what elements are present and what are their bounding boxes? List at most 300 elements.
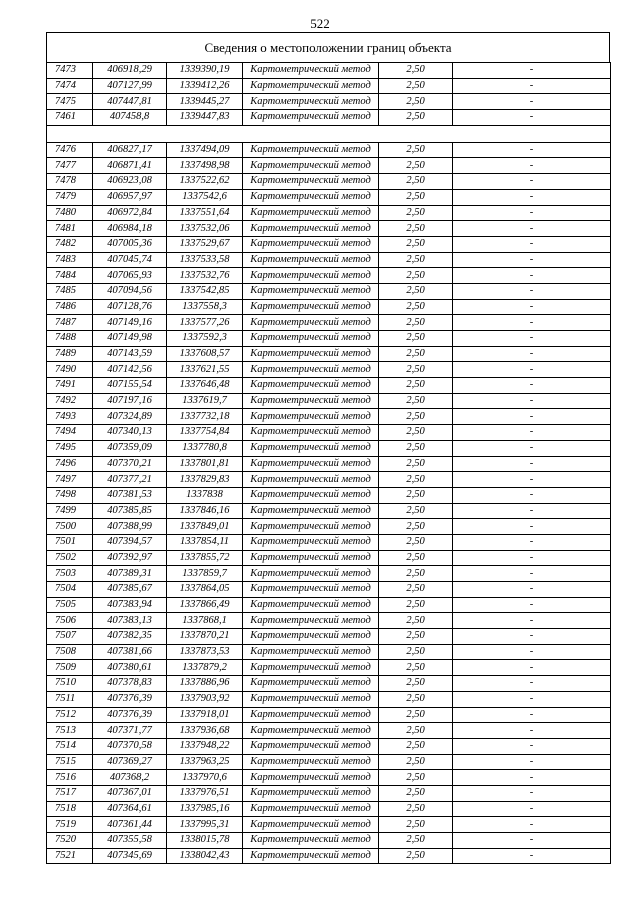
cell-description: - bbox=[453, 158, 611, 174]
cell-method: Картометрический метод bbox=[243, 189, 379, 205]
cell-description: - bbox=[453, 519, 611, 535]
cell-description: - bbox=[453, 629, 611, 645]
table-row bbox=[47, 503, 611, 519]
cell-precision: 2,50 bbox=[379, 252, 453, 268]
cell-coord-x: 407368,2 bbox=[93, 770, 167, 786]
cell-method: Картометрический метод bbox=[243, 236, 379, 252]
cell-precision: 2,50 bbox=[379, 110, 453, 126]
cell-method: Картометрический метод bbox=[243, 597, 379, 613]
cell-point-number: 7494 bbox=[47, 425, 93, 441]
cell-coord-x: 407149,98 bbox=[93, 331, 167, 347]
cell-precision: 2,50 bbox=[379, 691, 453, 707]
cell-description: - bbox=[453, 644, 611, 660]
cell-precision: 2,50 bbox=[379, 425, 453, 441]
cell-description: - bbox=[453, 582, 611, 598]
cell-point-number: 7480 bbox=[47, 205, 93, 221]
cell-method: Картометрический метод bbox=[243, 110, 379, 126]
cell-description: - bbox=[453, 409, 611, 425]
cell-description: - bbox=[453, 456, 611, 472]
table-row bbox=[47, 644, 611, 660]
cell-coord-y: 1337608,57 bbox=[167, 346, 243, 362]
table-row bbox=[47, 817, 611, 833]
cell-point-number: 7506 bbox=[47, 613, 93, 629]
cell-coord-y: 1337976,51 bbox=[167, 785, 243, 801]
cell-description: - bbox=[453, 597, 611, 613]
cell-point-number: 7474 bbox=[47, 78, 93, 94]
cell-coord-x: 407094,56 bbox=[93, 283, 167, 299]
cell-precision: 2,50 bbox=[379, 534, 453, 550]
cell-description: - bbox=[453, 691, 611, 707]
cell-point-number: 7483 bbox=[47, 252, 93, 268]
cell-method: Картометрический метод bbox=[243, 158, 379, 174]
cell-coord-x: 407143,59 bbox=[93, 346, 167, 362]
cell-description: - bbox=[453, 283, 611, 299]
cell-point-number: 7521 bbox=[47, 848, 93, 864]
table-row bbox=[47, 550, 611, 566]
cell-description: - bbox=[453, 785, 611, 801]
cell-coord-x: 407324,89 bbox=[93, 409, 167, 425]
cell-point-number: 7514 bbox=[47, 738, 93, 754]
cell-coord-x: 407149,16 bbox=[93, 315, 167, 331]
cell-point-number: 7495 bbox=[47, 440, 93, 456]
table-row bbox=[47, 456, 611, 472]
cell-method: Картометрический метод bbox=[243, 707, 379, 723]
cell-coord-y: 1337532,06 bbox=[167, 221, 243, 237]
cell-coord-y: 1337542,85 bbox=[167, 283, 243, 299]
table-row bbox=[47, 691, 611, 707]
cell-coord-y: 1339412,26 bbox=[167, 78, 243, 94]
group-separator-row bbox=[47, 125, 611, 142]
cell-precision: 2,50 bbox=[379, 487, 453, 503]
cell-coord-y: 1337963,25 bbox=[167, 754, 243, 770]
cell-description: - bbox=[453, 676, 611, 692]
cell-point-number: 7520 bbox=[47, 833, 93, 849]
cell-description: - bbox=[453, 268, 611, 284]
table-row bbox=[47, 252, 611, 268]
cell-coord-x: 407458,8 bbox=[93, 110, 167, 126]
cell-method: Картометрический метод bbox=[243, 660, 379, 676]
cell-coord-y: 1337970,6 bbox=[167, 770, 243, 786]
cell-coord-y: 1337829,83 bbox=[167, 472, 243, 488]
table-row bbox=[47, 78, 611, 94]
cell-description: - bbox=[453, 707, 611, 723]
cell-coord-y: 1337903,92 bbox=[167, 691, 243, 707]
cell-coord-y: 1338042,43 bbox=[167, 848, 243, 864]
cell-coord-x: 407364,61 bbox=[93, 801, 167, 817]
cell-coord-x: 407377,21 bbox=[93, 472, 167, 488]
cell-description: - bbox=[453, 613, 611, 629]
cell-coord-y: 1337846,16 bbox=[167, 503, 243, 519]
cell-coord-x: 407388,99 bbox=[93, 519, 167, 535]
cell-point-number: 7501 bbox=[47, 534, 93, 550]
cell-point-number: 7517 bbox=[47, 785, 93, 801]
cell-point-number: 7461 bbox=[47, 110, 93, 126]
table-row bbox=[47, 487, 611, 503]
cell-coord-y: 1337558,3 bbox=[167, 299, 243, 315]
cell-description: - bbox=[453, 110, 611, 126]
cell-precision: 2,50 bbox=[379, 629, 453, 645]
cell-precision: 2,50 bbox=[379, 801, 453, 817]
cell-precision: 2,50 bbox=[379, 346, 453, 362]
cell-coord-x: 407371,77 bbox=[93, 723, 167, 739]
cell-coord-x: 406871,41 bbox=[93, 158, 167, 174]
cell-coord-y: 1337879,2 bbox=[167, 660, 243, 676]
boundary-table-sheet bbox=[46, 32, 610, 864]
cell-method: Картометрический метод bbox=[243, 550, 379, 566]
cell-coord-y: 1337522,62 bbox=[167, 174, 243, 190]
table-row bbox=[47, 754, 611, 770]
cell-method: Картометрический метод bbox=[243, 205, 379, 221]
cell-coord-y: 1337918,01 bbox=[167, 707, 243, 723]
cell-coord-y: 1339390,19 bbox=[167, 63, 243, 79]
cell-point-number: 7497 bbox=[47, 472, 93, 488]
cell-coord-y: 1337870,21 bbox=[167, 629, 243, 645]
table-row bbox=[47, 440, 611, 456]
cell-point-number: 7513 bbox=[47, 723, 93, 739]
table-row bbox=[47, 676, 611, 692]
cell-point-number: 7502 bbox=[47, 550, 93, 566]
cell-coord-y: 1337551,64 bbox=[167, 205, 243, 221]
cell-coord-y: 1337577,26 bbox=[167, 315, 243, 331]
cell-precision: 2,50 bbox=[379, 566, 453, 582]
cell-precision: 2,50 bbox=[379, 158, 453, 174]
table-row bbox=[47, 566, 611, 582]
table-row bbox=[47, 331, 611, 347]
cell-point-number: 7511 bbox=[47, 691, 93, 707]
table-row bbox=[47, 770, 611, 786]
cell-point-number: 7485 bbox=[47, 283, 93, 299]
cell-coord-y: 1337646,48 bbox=[167, 378, 243, 394]
cell-coord-y: 1337838 bbox=[167, 487, 243, 503]
cell-coord-y: 1337621,55 bbox=[167, 362, 243, 378]
cell-precision: 2,50 bbox=[379, 754, 453, 770]
cell-coord-x: 407128,76 bbox=[93, 299, 167, 315]
cell-coord-y: 1337732,18 bbox=[167, 409, 243, 425]
cell-coord-y: 1337780,8 bbox=[167, 440, 243, 456]
cell-coord-x: 407340,13 bbox=[93, 425, 167, 441]
cell-coord-y: 1337532,76 bbox=[167, 268, 243, 284]
cell-description: - bbox=[453, 205, 611, 221]
cell-method: Картометрический метод bbox=[243, 456, 379, 472]
cell-coord-x: 407370,21 bbox=[93, 456, 167, 472]
page-number: 522 bbox=[310, 16, 330, 31]
cell-description: - bbox=[453, 63, 611, 79]
cell-method: Картометрический метод bbox=[243, 566, 379, 582]
cell-description: - bbox=[453, 817, 611, 833]
cell-point-number: 7481 bbox=[47, 221, 93, 237]
cell-coord-x: 406918,29 bbox=[93, 63, 167, 79]
cell-coord-y: 1337619,7 bbox=[167, 393, 243, 409]
cell-point-number: 7473 bbox=[47, 63, 93, 79]
cell-method: Картометрический метод bbox=[243, 331, 379, 347]
cell-coord-x: 406827,17 bbox=[93, 142, 167, 158]
table-row bbox=[47, 189, 611, 205]
cell-coord-y: 1337854,11 bbox=[167, 534, 243, 550]
cell-point-number: 7489 bbox=[47, 346, 93, 362]
cell-point-number: 7486 bbox=[47, 299, 93, 315]
cell-coord-y: 1337985,16 bbox=[167, 801, 243, 817]
cell-coord-x: 407447,81 bbox=[93, 94, 167, 110]
cell-method: Картометрический метод bbox=[243, 299, 379, 315]
table-row bbox=[47, 393, 611, 409]
cell-precision: 2,50 bbox=[379, 550, 453, 566]
cell-method: Картометрический метод bbox=[243, 425, 379, 441]
cell-point-number: 7518 bbox=[47, 801, 93, 817]
cell-coord-x: 406957,97 bbox=[93, 189, 167, 205]
cell-description: - bbox=[453, 315, 611, 331]
cell-coord-x: 407394,57 bbox=[93, 534, 167, 550]
cell-method: Картометрический метод bbox=[243, 801, 379, 817]
cell-coord-y: 1338015,78 bbox=[167, 833, 243, 849]
cell-method: Картометрический метод bbox=[243, 94, 379, 110]
cell-method: Картометрический метод bbox=[243, 487, 379, 503]
table-row bbox=[47, 425, 611, 441]
cell-coord-x: 407367,01 bbox=[93, 785, 167, 801]
cell-method: Картометрический метод bbox=[243, 78, 379, 94]
cell-method: Картометрический метод bbox=[243, 738, 379, 754]
cell-precision: 2,50 bbox=[379, 283, 453, 299]
cell-coord-x: 407383,13 bbox=[93, 613, 167, 629]
table-row bbox=[47, 660, 611, 676]
cell-coord-y: 1337592,3 bbox=[167, 331, 243, 347]
cell-method: Картометрический метод bbox=[243, 221, 379, 237]
table-row bbox=[47, 801, 611, 817]
cell-precision: 2,50 bbox=[379, 644, 453, 660]
cell-description: - bbox=[453, 142, 611, 158]
table-row bbox=[47, 629, 611, 645]
cell-description: - bbox=[453, 848, 611, 864]
cell-description: - bbox=[453, 331, 611, 347]
cell-coord-x: 407376,39 bbox=[93, 707, 167, 723]
table-row bbox=[47, 785, 611, 801]
cell-precision: 2,50 bbox=[379, 503, 453, 519]
cell-coord-y: 1337948,22 bbox=[167, 738, 243, 754]
cell-method: Картометрический метод bbox=[243, 63, 379, 79]
cell-description: - bbox=[453, 754, 611, 770]
cell-precision: 2,50 bbox=[379, 393, 453, 409]
cell-coord-y: 1337849,01 bbox=[167, 519, 243, 535]
table-row bbox=[47, 582, 611, 598]
cell-precision: 2,50 bbox=[379, 597, 453, 613]
cell-coord-x: 407045,74 bbox=[93, 252, 167, 268]
table-row bbox=[47, 613, 611, 629]
cell-point-number: 7478 bbox=[47, 174, 93, 190]
cell-precision: 2,50 bbox=[379, 519, 453, 535]
cell-method: Картометрический метод bbox=[243, 691, 379, 707]
cell-point-number: 7476 bbox=[47, 142, 93, 158]
table-row bbox=[47, 362, 611, 378]
cell-precision: 2,50 bbox=[379, 205, 453, 221]
cell-precision: 2,50 bbox=[379, 142, 453, 158]
cell-point-number: 7475 bbox=[47, 94, 93, 110]
cell-method: Картометрический метод bbox=[243, 362, 379, 378]
cell-precision: 2,50 bbox=[379, 833, 453, 849]
table-row bbox=[47, 848, 611, 864]
table-row bbox=[47, 472, 611, 488]
cell-description: - bbox=[453, 393, 611, 409]
table-row bbox=[47, 738, 611, 754]
cell-point-number: 7515 bbox=[47, 754, 93, 770]
cell-method: Картометрический метод bbox=[243, 252, 379, 268]
cell-description: - bbox=[453, 801, 611, 817]
cell-coord-y: 1337754,84 bbox=[167, 425, 243, 441]
table-row bbox=[47, 268, 611, 284]
cell-method: Картометрический метод bbox=[243, 785, 379, 801]
cell-point-number: 7519 bbox=[47, 817, 93, 833]
cell-description: - bbox=[453, 534, 611, 550]
table-row bbox=[47, 236, 611, 252]
cell-point-number: 7488 bbox=[47, 331, 93, 347]
cell-precision: 2,50 bbox=[379, 189, 453, 205]
cell-coord-y: 1337873,53 bbox=[167, 644, 243, 660]
cell-coord-y: 1337886,96 bbox=[167, 676, 243, 692]
cell-precision: 2,50 bbox=[379, 94, 453, 110]
cell-precision: 2,50 bbox=[379, 221, 453, 237]
cell-method: Картометрический метод bbox=[243, 833, 379, 849]
cell-coord-y: 1339447,83 bbox=[167, 110, 243, 126]
cell-description: - bbox=[453, 833, 611, 849]
cell-point-number: 7482 bbox=[47, 236, 93, 252]
cell-coord-x: 407378,83 bbox=[93, 676, 167, 692]
cell-coord-y: 1337866,49 bbox=[167, 597, 243, 613]
cell-point-number: 7491 bbox=[47, 378, 93, 394]
cell-precision: 2,50 bbox=[379, 409, 453, 425]
table-row bbox=[47, 283, 611, 299]
cell-description: - bbox=[453, 189, 611, 205]
cell-precision: 2,50 bbox=[379, 315, 453, 331]
cell-coord-y: 1337494,09 bbox=[167, 142, 243, 158]
cell-precision: 2,50 bbox=[379, 707, 453, 723]
cell-description: - bbox=[453, 362, 611, 378]
cell-method: Картометрический метод bbox=[243, 503, 379, 519]
cell-description: - bbox=[453, 174, 611, 190]
cell-coord-x: 407389,31 bbox=[93, 566, 167, 582]
cell-coord-x: 407385,67 bbox=[93, 582, 167, 598]
cell-point-number: 7487 bbox=[47, 315, 93, 331]
cell-method: Картометрический метод bbox=[243, 268, 379, 284]
cell-precision: 2,50 bbox=[379, 362, 453, 378]
cell-method: Картометрический метод bbox=[243, 770, 379, 786]
cell-coord-y: 1337801,81 bbox=[167, 456, 243, 472]
cell-description: - bbox=[453, 770, 611, 786]
cell-description: - bbox=[453, 472, 611, 488]
cell-coord-x: 407380,61 bbox=[93, 660, 167, 676]
cell-description: - bbox=[453, 566, 611, 582]
table-row bbox=[47, 833, 611, 849]
cell-method: Картометрический метод bbox=[243, 519, 379, 535]
cell-coord-x: 407127,99 bbox=[93, 78, 167, 94]
cell-point-number: 7516 bbox=[47, 770, 93, 786]
cell-coord-y: 1337529,67 bbox=[167, 236, 243, 252]
table-row bbox=[47, 519, 611, 535]
cell-precision: 2,50 bbox=[379, 582, 453, 598]
table-row bbox=[47, 63, 611, 79]
cell-description: - bbox=[453, 252, 611, 268]
cell-precision: 2,50 bbox=[379, 848, 453, 864]
cell-description: - bbox=[453, 378, 611, 394]
cell-precision: 2,50 bbox=[379, 770, 453, 786]
cell-method: Картометрический метод bbox=[243, 472, 379, 488]
cell-method: Картометрический метод bbox=[243, 440, 379, 456]
cell-method: Картометрический метод bbox=[243, 142, 379, 158]
group-separator-cell bbox=[47, 125, 611, 142]
cell-description: - bbox=[453, 660, 611, 676]
cell-precision: 2,50 bbox=[379, 174, 453, 190]
cell-coord-x: 407382,35 bbox=[93, 629, 167, 645]
cell-point-number: 7490 bbox=[47, 362, 93, 378]
cell-description: - bbox=[453, 487, 611, 503]
cell-method: Картометрический метод bbox=[243, 283, 379, 299]
cell-method: Картометрический метод bbox=[243, 346, 379, 362]
table-row bbox=[47, 174, 611, 190]
cell-method: Картометрический метод bbox=[243, 754, 379, 770]
coordinates-table bbox=[46, 62, 611, 864]
cell-coord-y: 1337868,1 bbox=[167, 613, 243, 629]
cell-description: - bbox=[453, 299, 611, 315]
cell-coord-x: 407376,39 bbox=[93, 691, 167, 707]
cell-coord-y: 1337498,98 bbox=[167, 158, 243, 174]
cell-precision: 2,50 bbox=[379, 613, 453, 629]
cell-point-number: 7507 bbox=[47, 629, 93, 645]
cell-coord-y: 1337995,31 bbox=[167, 817, 243, 833]
cell-description: - bbox=[453, 346, 611, 362]
cell-precision: 2,50 bbox=[379, 378, 453, 394]
cell-point-number: 7479 bbox=[47, 189, 93, 205]
cell-precision: 2,50 bbox=[379, 63, 453, 79]
cell-precision: 2,50 bbox=[379, 236, 453, 252]
cell-description: - bbox=[453, 94, 611, 110]
cell-coord-x: 406923,08 bbox=[93, 174, 167, 190]
table-row bbox=[47, 142, 611, 158]
cell-coord-x: 407383,94 bbox=[93, 597, 167, 613]
cell-description: - bbox=[453, 425, 611, 441]
cell-point-number: 7510 bbox=[47, 676, 93, 692]
cell-precision: 2,50 bbox=[379, 331, 453, 347]
cell-point-number: 7496 bbox=[47, 456, 93, 472]
cell-method: Картометрический метод bbox=[243, 676, 379, 692]
cell-point-number: 7499 bbox=[47, 503, 93, 519]
cell-coord-x: 407355,58 bbox=[93, 833, 167, 849]
table-row bbox=[47, 378, 611, 394]
cell-coord-x: 407359,09 bbox=[93, 440, 167, 456]
table-row bbox=[47, 221, 611, 237]
cell-precision: 2,50 bbox=[379, 456, 453, 472]
cell-method: Картометрический метод bbox=[243, 378, 379, 394]
cell-coord-x: 407361,44 bbox=[93, 817, 167, 833]
cell-description: - bbox=[453, 723, 611, 739]
cell-method: Картометрический метод bbox=[243, 582, 379, 598]
cell-point-number: 7477 bbox=[47, 158, 93, 174]
cell-method: Картометрический метод bbox=[243, 817, 379, 833]
cell-coord-x: 407381,53 bbox=[93, 487, 167, 503]
cell-precision: 2,50 bbox=[379, 299, 453, 315]
cell-method: Картометрический метод bbox=[243, 723, 379, 739]
cell-point-number: 7500 bbox=[47, 519, 93, 535]
cell-precision: 2,50 bbox=[379, 817, 453, 833]
cell-method: Картометрический метод bbox=[243, 409, 379, 425]
cell-coord-x: 407142,56 bbox=[93, 362, 167, 378]
cell-coord-x: 407370,58 bbox=[93, 738, 167, 754]
cell-coord-x: 406972,84 bbox=[93, 205, 167, 221]
cell-description: - bbox=[453, 78, 611, 94]
cell-coord-x: 407385,85 bbox=[93, 503, 167, 519]
cell-method: Картометрический метод bbox=[243, 644, 379, 660]
cell-precision: 2,50 bbox=[379, 268, 453, 284]
cell-precision: 2,50 bbox=[379, 738, 453, 754]
cell-description: - bbox=[453, 550, 611, 566]
table-row bbox=[47, 346, 611, 362]
cell-point-number: 7492 bbox=[47, 393, 93, 409]
